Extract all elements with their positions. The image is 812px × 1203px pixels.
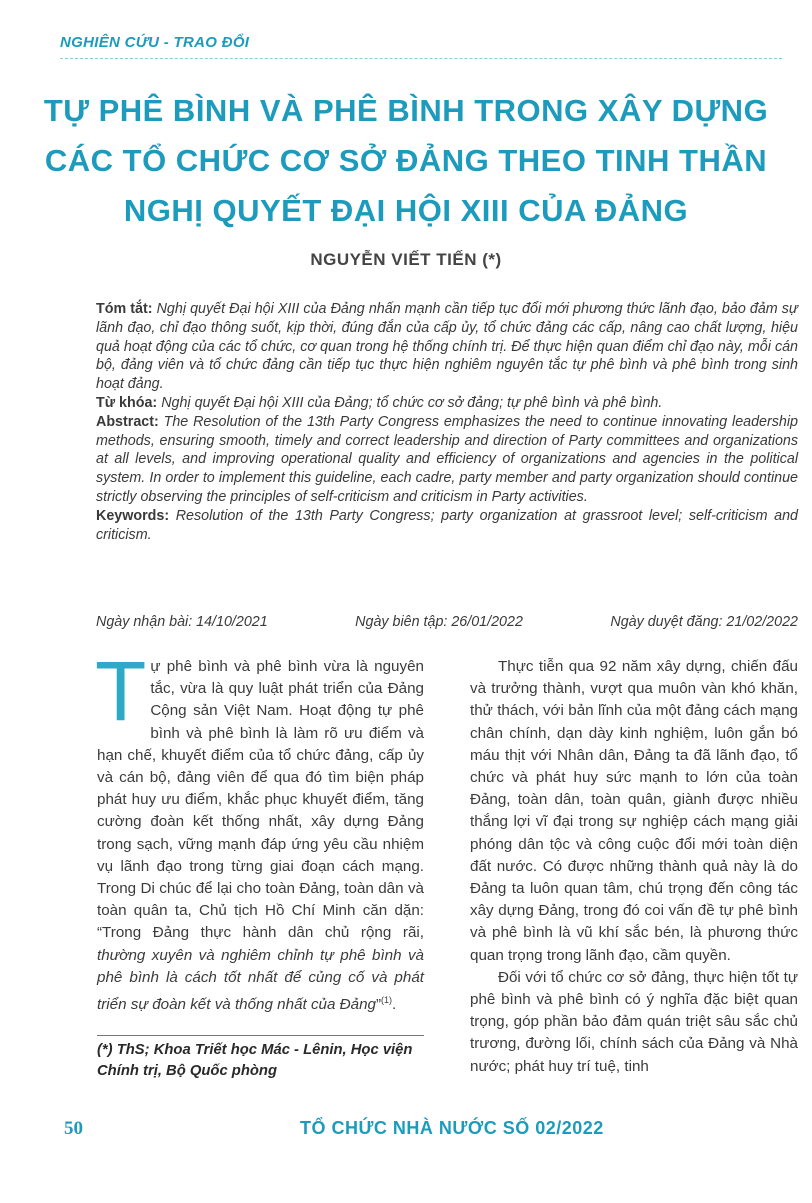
submission-dates <box>96 614 798 630</box>
drop-cap: T <box>95 644 147 738</box>
left-paragraph-text: ự phê bình và phê bình vừa là nguyên tắc, vừa là quy luật phát triển của Đảng Cộng sản Việt Nam. Hoạt động tự phê bình và phê bình là làm rõ ưu điểm và hạn chế, khuyết điểm của tổ chức đảng, cấp ủy và cán bộ, đảng viên để qua đó tìm biện pháp phát huy ưu điểm, khắc phục khuyết điểm, tăng cường đoàn kết thống nhất, xây dựng Đảng trong sạch, vững mạnh đáp ứng yêu cầu nhiệm vụ lãnh đạo trong từng giai đoạn cách mạng. Trong Di chúc để lại cho toàn Đảng, toàn dân và toàn quân ta, Chủ tịch Hồ Chí Minh căn dặn: “Trong Đảng thực hành dân chủ rộng rãi, <box>97 658 424 942</box>
body-paragraph: Đối với tổ chức cơ sở đảng, thực hiện tốt tự phê bình và phê bình có ý nghĩa đặc biệt quan trọng, góp phần bảo đảm quán triệt sâu sắc chủ trương, đường lối, chính sách của Đảng và Nhà nước; phát huy trí tuệ, tinh <box>470 968 798 1075</box>
vietnamese-keywords <box>96 394 798 413</box>
date-approved: Ngày duyệt đăng: 21/02/2022 <box>610 614 798 630</box>
footnote-ref: (1) <box>381 995 393 1006</box>
keywords-en-text: Resolution of the 13th Party Congress; party organization at grassroot level; self-criticism and criticism. <box>96 507 798 543</box>
title-line-2: CÁC TỔ CHỨC CƠ SỞ ĐẢNG THEO TINH THẦN <box>44 143 768 178</box>
section-label: NGHIÊN CỨU - TRAO ĐỔI <box>60 34 250 51</box>
article-title <box>40 86 772 236</box>
body-column-right <box>470 656 798 1078</box>
body-paragraph <box>95 644 424 1016</box>
author-name: NGUYỄN VIẾT TIẾN (*) <box>310 250 502 269</box>
footnote-divider <box>97 1035 424 1036</box>
left-quote-italic: thường xuyên và nghiêm chỉnh tự phê bình và phê bình là cách tốt nhất để củng cố và phát triển sự đoàn kết và thống nhất của Đảng <box>97 946 424 1014</box>
english-abstract <box>96 413 798 507</box>
date-edited: Ngày biên tập: 26/01/2022 <box>355 614 523 630</box>
keywords-vi-label: Từ khóa: <box>96 394 158 411</box>
abstract-label: Abstract: <box>96 413 159 430</box>
vietnamese-summary <box>96 300 798 394</box>
body-column-left <box>95 644 424 1016</box>
author-footnote: (*) ThS; Khoa Triết học Mác - Lênin, Học viện Chính trị, Bộ Quốc phòng <box>97 1042 413 1079</box>
summary-label: Tóm tắt: <box>96 301 153 317</box>
left-paragraph-end: . <box>392 996 397 1014</box>
title-line-1: TỰ PHÊ BÌNH VÀ PHÊ BÌNH TRONG XÂY DỰNG <box>43 93 769 128</box>
abstract-text: The Resolution of the 13th Party Congress emphasizes the need to continue innovating leadership methods, ensuring smooth, timely and correct leadership and direction of Party committees and organizations at all levels, and improving operational quality and efficiency of organizations and agencies in the political system. In order to implement this guideline, each cadre, party member and party organization should continue strictly observing the principles of self-criticism and criticism in Party activities. <box>96 413 798 505</box>
keywords-en-label: Keywords: <box>96 507 170 524</box>
page-number: 50 <box>64 1118 83 1139</box>
header-divider <box>60 58 782 59</box>
summary-text: Nghị quyết Đại hội XIII của Đảng nhấn mạnh cần tiếp tục đổi mới phương thức lãnh đạo, bảo đảm sự lãnh đạo, chỉ đạo thông suốt, kịp thời, đúng đắn của cấp ủy, tổ chức đảng các cấp, nâng cao chất lượng, hiệu quả hoạt động của các tổ chức, cơ quan trong hệ thống chính trị. Để thực hiện quan điểm chỉ đạo này, mỗi cán bộ, đảng viên và tổ chức đảng cần tiếp tục thực hiện nghiêm nguyên tắc tự phê bình và phê bình trong sinh hoạt đảng. <box>96 301 798 393</box>
keywords-vi-text: Nghị quyết Đại hội XIII của Đảng; tổ chức cơ sở đảng; tự phê bình và phê bình. <box>161 394 663 411</box>
date-received: Ngày nhận bài: 14/10/2021 <box>96 614 268 630</box>
left-quote-close: ” <box>375 996 382 1014</box>
abstract-block <box>96 300 798 544</box>
english-keywords <box>96 507 798 545</box>
journal-issue: TỔ CHỨC NHÀ NƯỚC SỐ 02/2022 <box>300 1118 604 1138</box>
title-line-3: NGHỊ QUYẾT ĐẠI HỘI XIII CỦA ĐẢNG <box>123 193 689 228</box>
body-paragraph: Thực tiễn qua 92 năm xây dựng, chiến đấu và trưởng thành, vượt qua muôn vàn khó khăn, thử thách, với bản lĩnh của một đảng cách mạng chân chính, dạn dày kinh nghiệm, luôn gắn bó máu thịt với Nhân dân, Đảng ta đã lãnh đạo, tổ chức và phát huy sức mạnh to lớn của toàn Đảng, toàn dân, toàn quân, giành được nhiều thắng lợi vĩ đại trong sự nghiệp cách mạng giải phóng dân tộc và công cuộc đổi mới toàn diện đất nước. Có được những thành quả này là do Đảng ta luôn quan tâm, chú trọng đến công tác xây dựng Đảng, trong đó coi vấn đề tự phê bình và phê bình là vũ khí sắc bén, là phương thức quan trọng trong lãnh đạo, cầm quyền. <box>470 658 798 964</box>
